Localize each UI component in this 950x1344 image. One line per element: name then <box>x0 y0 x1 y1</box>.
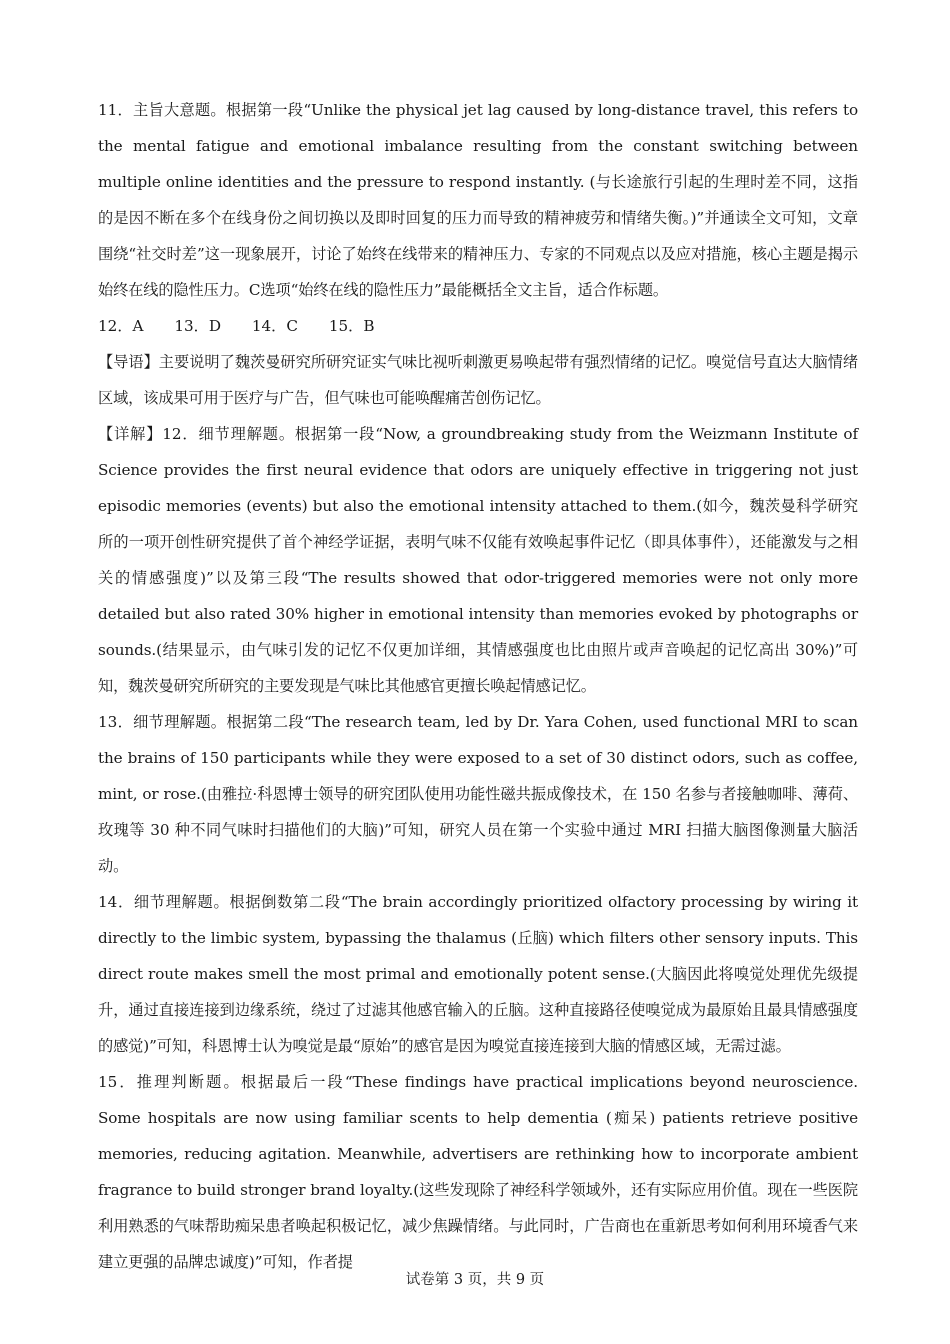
answer-key-row <box>98 308 858 344</box>
question-15-explanation: 15．推理判断题。根据最后一段“These findings have practical implications beyond neuroscience. Some hospitals are now using familiar scents to help dementia (痴呆) patients retrieve positive memories, reducing agitation. Meanwhile, advertisers are rethinking how to incorporate ambient fragrance to build stronger brand loyalty.(这些发现除了神经科学领域外，还有实际应用价值。现在一些医院利用熟悉的气味帮助痴呆患者唤起积极记忆，减少焦躁情绪。与此同时，广告商也在重新思考如何利用环境香气来建立更强的品牌忠诚度)”可知，作者提 <box>98 1073 858 1271</box>
question-11-explanation: 11．主旨大意题。根据第一段“Unlike the physical jet lag caused by long-distance travel, this refers to the mental fatigue and emotional imbalance resulting from the constant switching between multiple online identities and the pressure to respond instantly. (与长途旅行引起的生理时差不同，这指的是因不断在多个在线身份之间切换以及即时回复的压力而导致的精神疲劳和情绪失衡。)”并通读全文可知，文章围绕“社交时差”这一现象展开，讨论了始终在线带来的精神压力、专家的不同观点以及应对措施，核心主题是揭示始终在线的隐性压力。C选项“始终在线的隐性压力”最能概括全文主旨，适合作标题。 <box>98 101 858 299</box>
answer-15: 15．B <box>328 317 375 335</box>
answer-13: 13．D <box>174 317 222 335</box>
passage-guide: 【导语】主要说明了魏茨曼研究所研究证实气味比视听刺激更易唤起带有强烈情绪的记忆。嗅觉信号直达大脑情绪区域，该成果可用于医疗与广告，但气味也可能唤醒痛苦创伤记忆。 <box>98 353 858 407</box>
answer-14: 14．C <box>251 317 298 335</box>
answer-12: 12．A <box>98 317 144 335</box>
question-13-explanation: 13．细节理解题。根据第二段“The research team, led by Dr. Yara Cohen, used functional MRI to scan the brains of 150 participants while they were exposed to a set of 30 distinct odors, such as coffee, mint, or rose.(由雅拉·科恩博士领导的研究团队使用功能性磁共振成像技术，在 150 名参与者接触咖啡、薄荷、玫瑰等 30 种不同气味时扫描他们的大脑)”可知，研究人员在第一个实验中通过 MRI 扫描大脑图像测量大脑活动。 <box>98 713 858 875</box>
question-14-explanation: 14．细节理解题。根据倒数第二段“The brain accordingly prioritized olfactory processing by wiring it directly to the limbic system, bypassing the thalamus (丘脑) which filters other sensory inputs. This direct route makes smell the most primal and emotionally potent sense.(大脑因此将嗅觉处理优先级提升，通过直接连接到边缘系统，绕过了过滤其他感官输入的丘脑。这种直接路径使嗅觉成为最原始且最具情感强度的感觉)”可知，科恩博士认为嗅觉是最“原始”的感官是因为嗅觉直接连接到大脑的情感区域，无需过滤。 <box>98 893 858 1055</box>
question-12-explanation: 【详解】12．细节理解题。根据第一段“Now, a groundbreaking study from the Weizmann Institute of Science provides the first neural evidence that odors are uniquely effective in triggering not just episodic memories (events) but also the emotional intensity attached to them.(如今，魏茨曼科学研究所的一项开创性研究提供了首个神经学证据，表明气味不仅能有效唤起事件记忆（即具体事件），还能激发与之相关的情感强度)”以及第三段“The results showed that odor-triggered memories were not only more detailed but also rated 30% higher in emotional intensity than memories evoked by photographs or sounds.(结果显示，由气味引发的记忆不仅更加详细，其情感强度也比由照片或声音唤起的记忆高出 30%)”可知，魏茨曼研究所研究的主要发现是气味比其他感官更擅长唤起情感记忆。 <box>98 425 858 695</box>
page-footer: 试卷第 3 页，共 9 页 <box>405 1272 545 1288</box>
document-body <box>98 92 858 1280</box>
